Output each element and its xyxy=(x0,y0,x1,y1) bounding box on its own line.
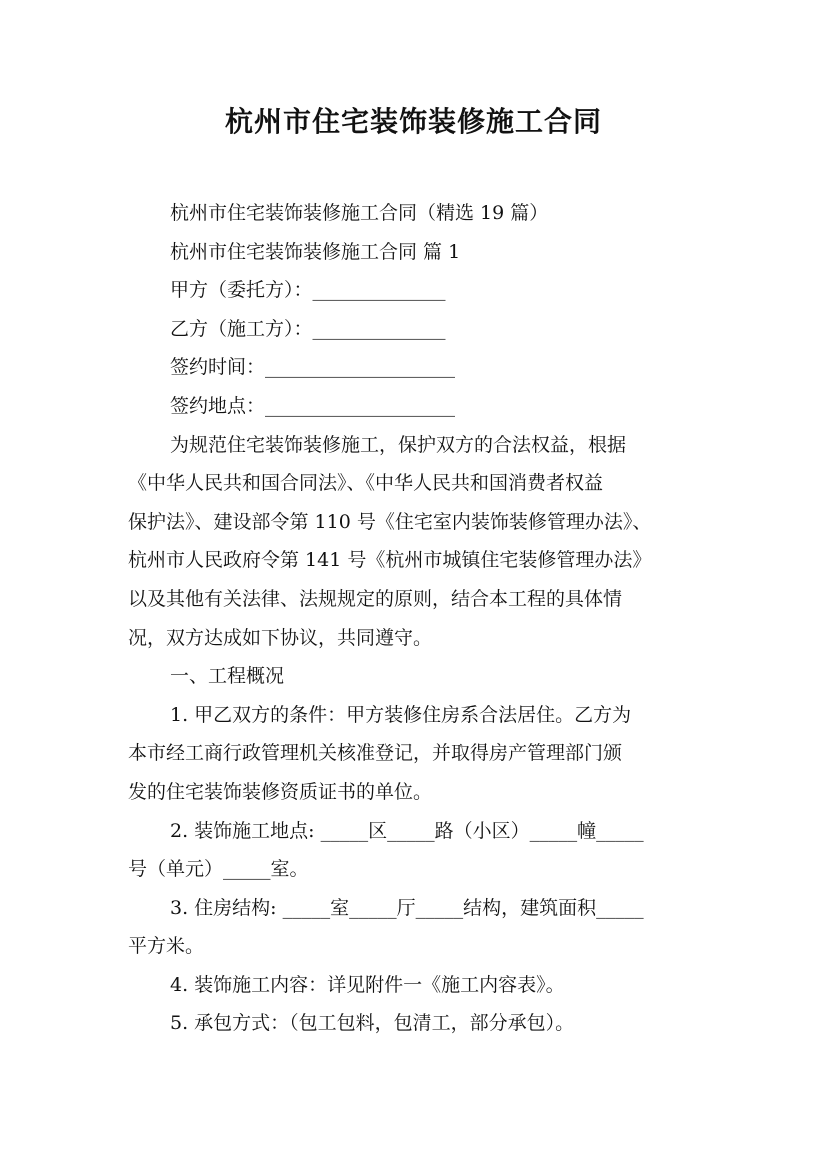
document-line: 发的住宅装饰装修资质证书的单位。 xyxy=(128,780,433,803)
document-line: 签约地点：____________________ xyxy=(170,394,456,417)
document-line: 4. 装饰施工内容：详见附件一《施工内容表》。 xyxy=(170,973,565,996)
document-line: 3. 住房结构: _____室_____厅_____结构，建筑面积_____ xyxy=(170,896,644,919)
document-line: 号（单元）_____室。 xyxy=(128,858,309,881)
document-line: 杭州市人民政府令第 141 号《杭州市城镇住宅装修管理办法》 xyxy=(128,549,652,572)
document-line: 《中华人民共和国合同法》、《中华人民共和国消费者权益 xyxy=(128,472,604,495)
document-line: 签约时间：____________________ xyxy=(170,356,456,379)
document-line: 本市经工商行政管理机关核准登记，并取得房产管理部门颁 xyxy=(128,742,623,765)
document-line: 保护法》、建设部令第 110 号《住宅室内装饰装修管理办法》、 xyxy=(128,510,652,533)
document-line: 杭州市住宅装饰装修施工合同（精选 19 篇） xyxy=(170,202,549,224)
document-line: 5. 承包方式：（包工包料，包清工，部分承包）。 xyxy=(170,1012,575,1035)
document-line: 2. 装饰施工地点: _____区_____路（小区）_____幢_____ xyxy=(170,819,644,842)
document-line: 甲方（委托方）：______________ xyxy=(170,279,446,302)
document-line: 况，双方达成如下协议，共同遵守。 xyxy=(128,626,433,649)
document-body xyxy=(128,194,703,1043)
document-line: 为规范住宅装饰装修施工，保护双方的合法权益，根据 xyxy=(170,433,627,456)
document-line: 1. 甲乙双方的条件：甲方装修住房系合法居住。乙方为 xyxy=(170,703,632,726)
document-line: 一、工程概况 xyxy=(170,665,285,688)
document-title: 杭州市住宅装饰装修施工合同 xyxy=(224,105,602,138)
document-line: 平方米。 xyxy=(128,935,205,958)
document-line: 杭州市住宅装饰装修施工合同 篇 1 xyxy=(170,240,461,263)
document-line: 乙方（施工方）：______________ xyxy=(170,317,446,340)
document-line: 以及其他有关法律、法规规定的原则，结合本工程的具体情 xyxy=(128,587,623,610)
